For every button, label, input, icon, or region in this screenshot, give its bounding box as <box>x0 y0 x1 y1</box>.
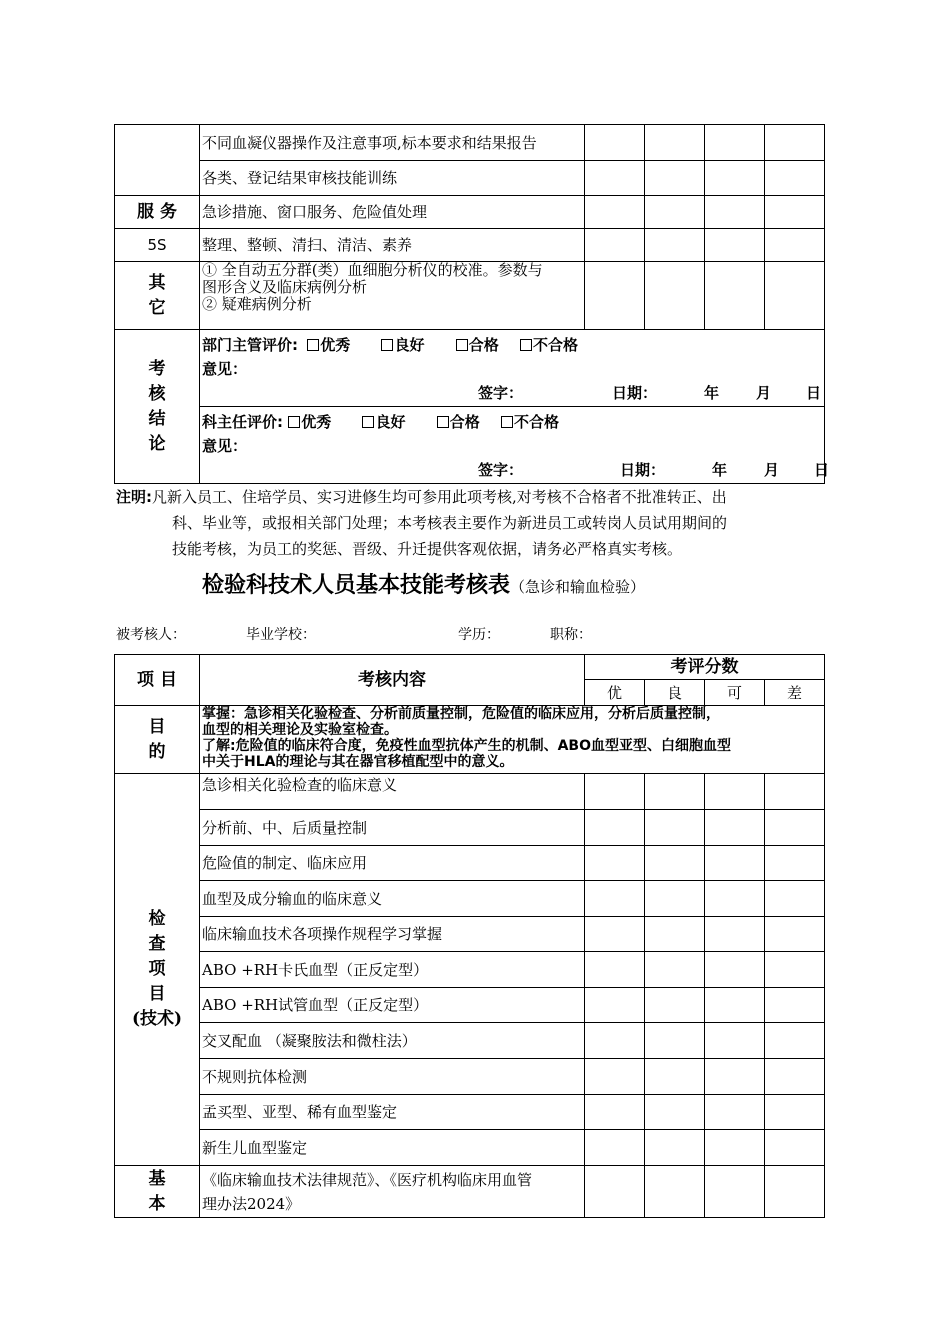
basic-line: 理办法2024》 <box>202 1194 301 1213</box>
basic-label-char: 本 <box>148 1193 166 1214</box>
check-label-char: (技术) <box>131 1009 183 1029</box>
score-cell[interactable] <box>585 1023 645 1059</box>
score-cell[interactable] <box>765 774 825 810</box>
5s-label: 5S <box>115 229 200 262</box>
dept-evaluation <box>200 330 825 407</box>
check-item: 临床输血技术各项操作规程学习掌握 <box>200 917 585 952</box>
basic-label <box>115 1166 200 1218</box>
title-main: 检验科技术人员基本技能考核表 <box>202 573 511 598</box>
month-label: 月 <box>764 461 780 479</box>
conclusion-char: 论 <box>148 433 166 454</box>
score-cell[interactable] <box>645 196 705 229</box>
option-excellent[interactable]: 优秀 <box>307 336 350 354</box>
conclusion-char: 结 <box>148 408 166 429</box>
conclusion-char: 考 <box>148 358 166 379</box>
score-cell[interactable] <box>585 125 645 161</box>
score-cell[interactable] <box>705 1023 765 1059</box>
score-cell[interactable] <box>645 846 705 881</box>
score-cell[interactable] <box>705 988 765 1023</box>
item-text: 急诊措施、窗口服务、危险值处理 <box>200 196 585 229</box>
checkbox-icon[interactable] <box>456 339 468 351</box>
skills-table-main <box>114 654 825 1218</box>
check-item: 血型及成分输血的临床意义 <box>200 881 585 917</box>
score-cell[interactable] <box>705 881 765 917</box>
title-sub: （急诊和输血检验） <box>510 578 646 596</box>
item-text: 各类、登记结果审核技能训练 <box>200 161 585 196</box>
score-cell[interactable] <box>705 229 765 262</box>
option-pass[interactable]: 合格 <box>437 413 480 431</box>
score-cell[interactable] <box>585 1166 645 1218</box>
score-cell[interactable] <box>585 846 645 881</box>
score-cell[interactable] <box>765 881 825 917</box>
score-cell[interactable] <box>645 988 705 1023</box>
opinion-label: 意见： <box>202 360 248 378</box>
score-cell[interactable] <box>765 1023 825 1059</box>
date-label: 日期： <box>612 384 658 402</box>
basic-content <box>200 1166 585 1218</box>
blank-label-cell <box>115 125 200 196</box>
score-cell[interactable] <box>705 196 765 229</box>
score-cell[interactable] <box>765 988 825 1023</box>
day-label: 日 <box>806 384 822 402</box>
score-cell[interactable] <box>705 1059 765 1095</box>
check-label-char: 项 <box>148 959 166 979</box>
check-item: ABO +RH卡氏血型（正反定型） <box>200 952 585 988</box>
examinee-field[interactable]: 被考核人： <box>116 627 186 643</box>
check-label-char: 目 <box>148 984 166 1004</box>
check-item: ABO +RH试管血型（正反定型） <box>200 988 585 1023</box>
checkbox-icon[interactable] <box>520 339 532 351</box>
score-cell[interactable] <box>645 1130 705 1166</box>
director-eval-options <box>202 413 559 431</box>
score-cell[interactable] <box>765 262 825 330</box>
checkbox-icon[interactable] <box>307 339 319 351</box>
header-score: 考评分数 <box>585 655 825 680</box>
purpose-line: 中关于HLA的理论与其在器官移植配型中的意义。 <box>202 754 514 770</box>
purpose-label <box>115 706 200 774</box>
purpose-line: 掌握：急诊相关化验检查、分析前质量控制，危险值的临床应用，分析后质量控制， <box>202 706 720 722</box>
option-fail[interactable]: 不合格 <box>501 413 559 431</box>
option-pass[interactable]: 合格 <box>456 336 499 354</box>
score-cell[interactable] <box>645 881 705 917</box>
score-cell[interactable] <box>765 1095 825 1130</box>
score-cell[interactable] <box>765 846 825 881</box>
note-block <box>116 484 816 562</box>
month-label: 月 <box>756 384 772 402</box>
director-eval-label: 科主任评价: <box>202 413 283 431</box>
score-cell[interactable] <box>765 1166 825 1218</box>
score-cell[interactable] <box>765 952 825 988</box>
checkbox-icon[interactable] <box>381 339 393 351</box>
other-label <box>115 262 200 330</box>
item-text: 整理、整顿、清扫、清洁、素养 <box>200 229 585 262</box>
score-cell[interactable] <box>705 125 765 161</box>
score-cell[interactable] <box>645 125 705 161</box>
score-cell[interactable] <box>645 774 705 810</box>
check-label-char: 检 <box>148 909 166 929</box>
checkbox-icon[interactable] <box>437 416 449 428</box>
score-cell[interactable] <box>585 952 645 988</box>
score-cell[interactable] <box>765 229 825 262</box>
education-field[interactable]: 学历： <box>458 627 500 643</box>
score-cell[interactable] <box>705 262 765 330</box>
score-cell[interactable] <box>765 125 825 161</box>
score-cell[interactable] <box>705 161 765 196</box>
score-cell[interactable] <box>705 810 765 846</box>
purpose-line: 了解:危险值的临床符合度，免疫性血型抗体产生的机制、ABO血型亚型、白细胞血型 <box>202 738 732 754</box>
score-cell[interactable] <box>645 1059 705 1095</box>
score-cell[interactable] <box>705 846 765 881</box>
grade-good: 良 <box>645 680 705 706</box>
check-item: 危险值的制定、临床应用 <box>200 846 585 881</box>
score-cell[interactable] <box>585 196 645 229</box>
score-cell[interactable] <box>645 1095 705 1130</box>
score-cell[interactable] <box>585 1130 645 1166</box>
opinion-label: 意见： <box>202 437 248 455</box>
score-cell[interactable] <box>765 1059 825 1095</box>
checkbox-icon[interactable] <box>362 416 374 428</box>
check-label-char: 查 <box>148 934 166 954</box>
purpose-char: 目 <box>148 716 166 737</box>
option-good[interactable]: 良好 <box>362 413 405 431</box>
director-evaluation <box>200 407 830 484</box>
dept-eval-options <box>202 336 578 354</box>
basic-label-char: 基 <box>148 1168 166 1189</box>
signature-label: 签字： <box>478 384 524 402</box>
grade-excellent: 优 <box>585 680 645 706</box>
score-cell[interactable] <box>705 952 765 988</box>
check-items-label <box>115 774 200 1166</box>
signature-label: 签字： <box>478 461 524 479</box>
service-label: 服 务 <box>115 196 200 229</box>
day-label: 日 <box>814 461 830 479</box>
grade-poor: 差 <box>765 680 825 706</box>
score-cell[interactable] <box>645 952 705 988</box>
score-cell[interactable] <box>765 161 825 196</box>
dept-eval-label: 部门主管评价: <box>202 336 298 354</box>
score-cell[interactable] <box>765 810 825 846</box>
note-line: 凡新入员工、住培学员、实习进修生均可参用此项考核,对考核不合格者不批准转正、出 <box>152 488 727 506</box>
score-cell[interactable] <box>705 774 765 810</box>
other-line: 图形含义及临床病例分析 <box>202 278 368 296</box>
score-cell[interactable] <box>765 1130 825 1166</box>
score-cell[interactable] <box>585 229 645 262</box>
score-cell[interactable] <box>765 917 825 952</box>
year-label: 年 <box>712 461 728 479</box>
conclusion-char: 核 <box>148 383 166 404</box>
score-cell[interactable] <box>585 917 645 952</box>
basic-line: 《临床输血技术法律规范》、《医疗机构临床用血管 <box>202 1170 533 1189</box>
checkbox-icon[interactable] <box>288 416 300 428</box>
score-cell[interactable] <box>585 1059 645 1095</box>
conclusion-label <box>115 330 200 484</box>
school-field[interactable]: 毕业学校： <box>246 627 316 643</box>
other-label-char: 其 <box>148 272 166 293</box>
skills-table-top <box>114 124 830 484</box>
other-content <box>200 262 585 330</box>
score-cell[interactable] <box>585 262 645 330</box>
option-fail[interactable]: 不合格 <box>520 336 578 354</box>
purpose-content <box>200 706 825 774</box>
year-label: 年 <box>704 384 720 402</box>
check-item: 急诊相关化验检查的临床意义 <box>200 774 585 810</box>
item-text: 不同血凝仪器操作及注意事项,标本要求和结果报告 <box>200 125 585 161</box>
check-item: 不规则抗体检测 <box>200 1059 585 1095</box>
score-cell[interactable] <box>585 161 645 196</box>
purpose-char: 的 <box>148 741 166 762</box>
check-item: 分析前、中、后质量控制 <box>200 810 585 846</box>
note-label: 注明: <box>116 488 152 506</box>
score-cell[interactable] <box>645 229 705 262</box>
score-cell[interactable] <box>705 1130 765 1166</box>
score-cell[interactable] <box>645 161 705 196</box>
other-line: ① 全自动五分群(类）血细胞分析仪的校准。参数与 <box>202 261 543 279</box>
score-cell[interactable] <box>645 917 705 952</box>
option-excellent[interactable]: 优秀 <box>288 413 331 431</box>
score-cell[interactable] <box>645 810 705 846</box>
score-cell[interactable] <box>645 262 705 330</box>
page-title <box>202 568 645 599</box>
score-cell[interactable] <box>585 810 645 846</box>
score-cell[interactable] <box>705 1095 765 1130</box>
grade-fair: 可 <box>705 680 765 706</box>
checkbox-icon[interactable] <box>501 416 513 428</box>
score-cell[interactable] <box>585 1095 645 1130</box>
header-item: 项 目 <box>115 655 200 706</box>
score-cell[interactable] <box>705 1166 765 1218</box>
note-line: 技能考核，为员工的奖惩、晋级、升迁提供客观依据，请务必严格真实考核。 <box>172 540 683 558</box>
purpose-line: 血型的相关理论及实验室检查。 <box>202 722 398 738</box>
score-cell[interactable] <box>585 881 645 917</box>
note-line: 科、毕业等，或报相关部门处理；本考核表主要作为新进员工或转岗人员试用期间的 <box>172 514 728 532</box>
score-cell[interactable] <box>585 988 645 1023</box>
option-good[interactable]: 良好 <box>381 336 424 354</box>
date-label: 日期： <box>620 461 666 479</box>
other-label-char: 它 <box>148 297 166 318</box>
score-cell[interactable] <box>645 1166 705 1218</box>
score-cell[interactable] <box>585 774 645 810</box>
check-item: 新生儿血型鉴定 <box>200 1130 585 1166</box>
score-cell[interactable] <box>705 917 765 952</box>
score-cell[interactable] <box>765 196 825 229</box>
header-content: 考核内容 <box>200 655 585 706</box>
other-line: ② 疑难病例分析 <box>202 295 312 313</box>
score-cell[interactable] <box>645 1023 705 1059</box>
check-item: 交叉配血 （凝聚胺法和微柱法） <box>200 1023 585 1059</box>
check-item: 孟买型、亚型、稀有血型鉴定 <box>200 1095 585 1130</box>
title-field[interactable]: 职称： <box>550 627 592 643</box>
